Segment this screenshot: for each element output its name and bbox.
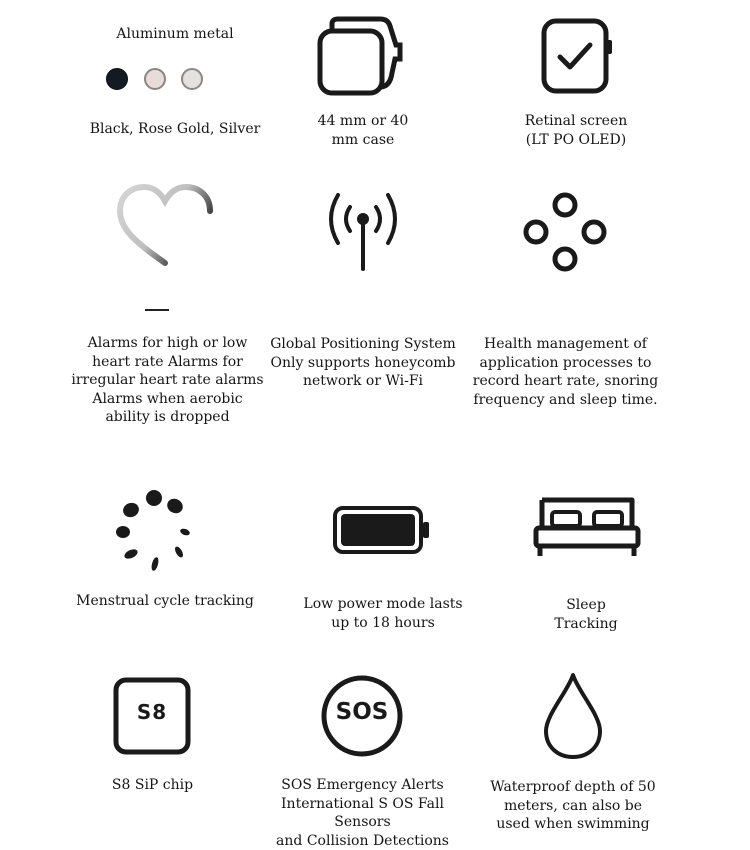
sleep-label: Sleep Tracking	[554, 597, 618, 632]
feature-health	[468, 175, 663, 415]
feature-menstrual	[65, 480, 265, 620]
case-label: 44 mm or 40 mm case	[317, 113, 409, 148]
activity-dots-icon	[520, 189, 610, 279]
cycle-dots-icon	[109, 486, 199, 576]
sos-icon-text: SOS	[335, 699, 389, 725]
battery-icon	[331, 500, 431, 560]
gps-label: Global Positioning System Only supports honeycomb network or Wi-Fi	[270, 336, 456, 389]
feature-waterproof	[478, 665, 668, 840]
menstrual-label: Menstrual cycle tracking	[76, 593, 254, 609]
swatch-rose-gold	[144, 68, 166, 90]
waterproof-label: Waterproof depth of 50 meters, can also be used when swimming	[490, 779, 656, 832]
antenna-icon	[318, 187, 408, 277]
watch-case-icon	[313, 15, 413, 105]
heart-dash	[145, 309, 169, 311]
feature-aluminum	[60, 20, 290, 150]
watch-check-icon	[538, 17, 618, 97]
chip-icon-text: S8	[136, 700, 168, 724]
feature-case	[258, 15, 468, 155]
feature-screen	[476, 15, 676, 155]
swatch-silver	[181, 68, 203, 90]
swatch-black	[106, 68, 128, 90]
battery-label: Low power mode lasts up to 18 hours	[303, 596, 463, 631]
water-drop-icon	[538, 671, 608, 761]
feature-sleep	[486, 480, 686, 640]
health-label: Health management of application processes to record heart rate, snoring frequency and sleep time.	[472, 336, 659, 408]
heart-icon	[115, 183, 215, 273]
chip-label: S8 SiP chip	[111, 777, 194, 793]
screen-label: Retinal screen (LT PO OLED)	[524, 113, 628, 148]
feature-heart-rate	[60, 175, 275, 435]
heart-rate-label: Alarms for high or low heart rate Alarms for irregular heart rate alarms Alarms when aerobic ability is dropped	[71, 335, 264, 425]
aluminum-colors-label: Black, Rose Gold, Silver	[89, 121, 261, 137]
feature-sos	[255, 670, 470, 849]
feature-battery	[283, 480, 483, 640]
aluminum-title: Aluminum metal	[116, 26, 234, 42]
feature-gps	[268, 175, 458, 395]
bed-icon	[532, 492, 642, 562]
feature-chip	[55, 670, 250, 810]
sos-label: SOS Emergency Alerts International S OS Fall Sensors and Collision Detections	[276, 777, 449, 849]
